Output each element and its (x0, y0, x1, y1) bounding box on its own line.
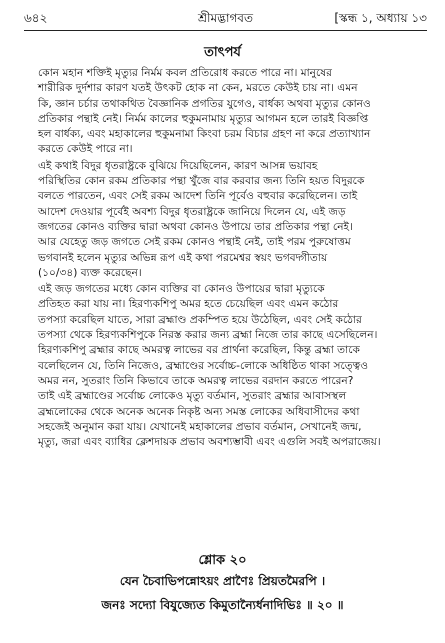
text-line: হল বার্ধক্য, এবং মহাকালের হুকুমনামা কিংবা চরম বিচার গ্রহণ না করে প্রত্যাখ্যান (38, 128, 371, 141)
text-line: আদেশ দেওয়ার পূর্বেই অবশ্য বিদুর ধৃতরাষ্ট্রকে জানিয়ে দিলেন যে, এই জড় (38, 205, 346, 218)
text-line: অমর নন, সুতরাং তিনি কিভাবে তাকে অমরত্ব লাভের বরদান করতে পারেন? (38, 374, 354, 387)
text-line: সহজেই অনুমান করা যায়। যেখানেই মহাকালের প্রভাব বর্তমান, সেখানেই জন্ম, (38, 420, 362, 433)
text-line: শারীরিক দুর্দশার কারণ যতই উৎকট হোক না কেন, মরতে কেউই চায় না। এমন (38, 82, 358, 95)
text-line: বলেছিলেন যে, তিনি নিজেও, ব্রহ্মাণ্ডের সর্বোচ্চ-লোকে অধিষ্ঠিত থাকা সত্ত্বেও (38, 359, 369, 372)
text-line: তপস্যা করেছিল যাতে, সারা ব্রহ্মাণ্ড প্রকম্পিত হয়ে উঠেছিল, এবং সেই কঠোর (38, 313, 362, 326)
text-line: করতে কেউই পারে না। (38, 143, 133, 156)
page-number: ৬৪২ (24, 11, 48, 25)
text-line: ভগবানই হলেন মৃত্যুর অভিন্ন রূপ এই কথা পরমেশ্বর স্বয়ং ভগবদ্গীতায় (38, 251, 328, 264)
text-line: ব্রহ্মলোকের থেকে অনেক অনেক নিকৃষ্ট অন্য সমস্ত লোকের অধিবাসীদের কথা (38, 405, 360, 418)
text-line: কি, জ্ঞান চর্চার তথাকথিত বৈজ্ঞানিক প্রগতির যুগেও, বার্ধক্য অথবা মৃত্যুর কোনও (38, 97, 371, 110)
text-line: মৃত্যু, জরা এবং ব্যাধির ক্লেশদায়ক প্রভাব অবশ্যম্ভাবী এবং এগুলি সবই অপরাজেয়। (38, 436, 381, 449)
verse-line: যেন চৈবাভিপন্নোঽয়ং প্রাণৈঃ প্রিয়তমৈরপি । (119, 574, 326, 588)
text-line: (১০/৩৪) ব্যক্ত করেছেন। (38, 266, 142, 279)
text-line: প্রতিকার পন্থাই নেই। নির্মম কালের হুকুমনামায় মৃত্যুর আগমন হলে তারই বিজ্ঞপ্তি (38, 112, 369, 125)
chapter-reference: [স্কন্ধ ১, অধ্যায় ১৩ (334, 11, 427, 25)
text-line: এই কথাই বিদুর ধৃতরাষ্ট্রকে বুঝিয়ে দিয়েছিলেন, কারণ আসন্ন ভয়াবহ (38, 159, 318, 172)
text-line: পরিস্থিতির কোন রকম প্রতিকার পন্থা খুঁজে বার করবার জন্য তিনি হয়ত বিদুরকে (38, 175, 365, 188)
header-rule (24, 30, 427, 31)
text-line: জগতের কোনও ব্যক্তির দ্বারা অথবা কোনও উপায়ে তার প্রতিকার পন্থা নেই। (38, 220, 353, 233)
page-header (24, 10, 427, 30)
section-title: তাৎপর্য (204, 45, 241, 60)
paragraph (24, 159, 427, 281)
text-line: তাই এই ব্রহ্মাণ্ডের সর্বোচ্চ লোকেও মৃত্যু বর্তমান, সুতরাং ব্রহ্মার আবাসস্থল (38, 390, 347, 403)
text-line: আর যেহেতু জড় জগতে সেই রকম কোনও পন্থাই নেই, তাই পরম পুরুষোত্তম (38, 236, 351, 249)
shloka-heading: শ্লোক ২০ (198, 553, 247, 568)
text-line: হিরণ্যকশিপু ব্রহ্মার কাছে অমরত্ব লাভের বর প্রার্থনা করেছিল, কিন্তু ব্রহ্মা তাকে (38, 344, 360, 357)
paragraph (24, 66, 427, 158)
text-line: তপস্যা থেকে হিরণ্যকশিপুকে নিরস্ত করার জন্য ব্রহ্মা নিজে তার কাছে এসেছিলেন। (38, 329, 378, 342)
verse-line: জনঃ সদ্যো বিযুজ্যেত কিমুতান্যৈর্ধনাদিভিঃ ॥ ২০ ॥ (101, 598, 344, 612)
book-title: শ্রীমদ্ভাগবত (197, 11, 253, 25)
paragraph (24, 282, 427, 450)
purport-body (24, 66, 427, 451)
text-line: কোন মহান শক্তিই মৃত্যুর নির্মম কবল প্রতিরোধ করতে পারে না। মানুষের (38, 67, 332, 79)
text-line: প্রতিহত করা যায় না। হিরণ্যকশিপু অমর হতে চেয়েছিল এবং এমন কঠোর (38, 298, 339, 311)
text-line: বলতে পারতেন, এবং সেই রকম আদেশ তিনি পূর্বেও বহুবার করেছিলেন। তাই (38, 190, 358, 203)
text-line: এই জড় জগতের মধ্যে কোন ব্যক্তির বা কোনও উপায়ের দ্বারা মৃত্যুকে (38, 283, 325, 296)
